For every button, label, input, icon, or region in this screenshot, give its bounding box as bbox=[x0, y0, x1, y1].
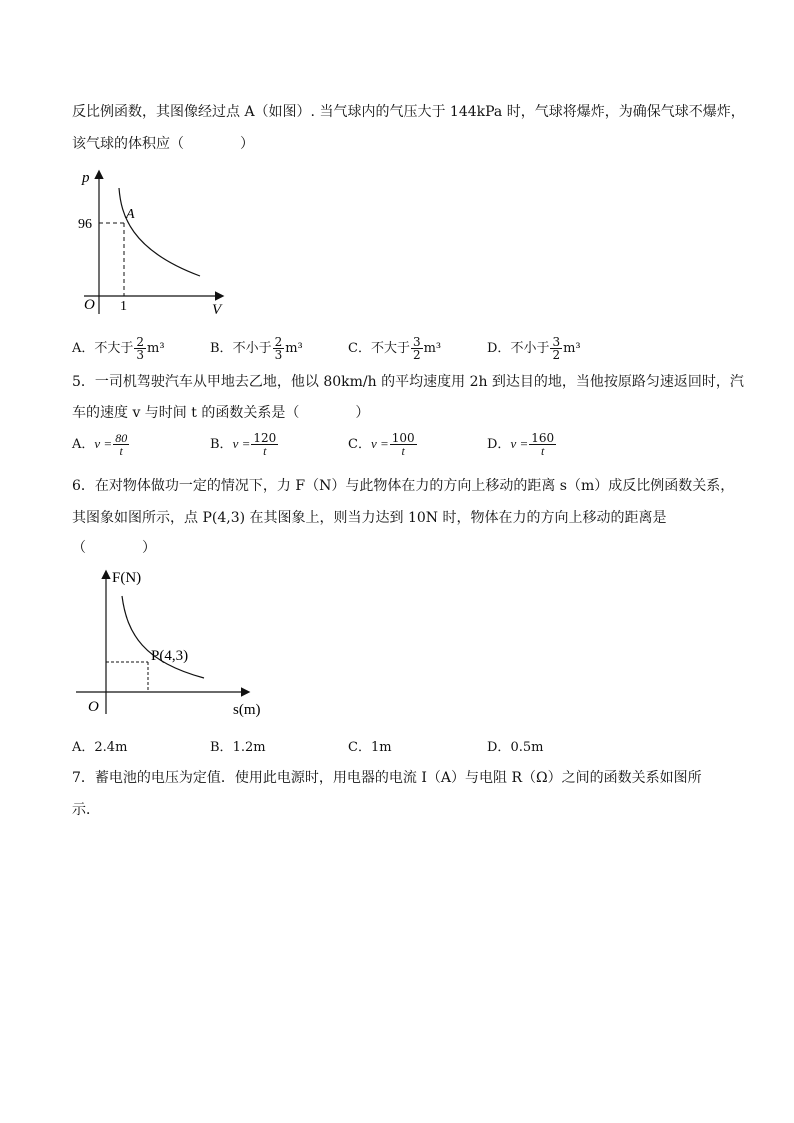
fraction-numerator: 120 bbox=[253, 431, 277, 445]
fraction bbox=[529, 432, 556, 457]
option-text: 1.2m bbox=[232, 740, 266, 755]
fraction bbox=[134, 336, 146, 361]
option-text: 0.5m bbox=[510, 740, 544, 755]
fraction-numerator: 100 bbox=[391, 431, 415, 445]
fraction-denominator: t bbox=[401, 444, 405, 458]
q4-y-tick-label: 96 bbox=[78, 217, 92, 232]
q6-x-axis-label: s(m) bbox=[233, 702, 261, 718]
option-letter: B． bbox=[210, 341, 233, 356]
option-lhs: v = bbox=[232, 436, 251, 451]
q4-y-axis-label: p bbox=[82, 170, 90, 186]
option-unit: m³ bbox=[423, 341, 442, 356]
q6-option-c bbox=[348, 738, 392, 758]
q6-point-label: P(4,3) bbox=[151, 648, 189, 664]
q5-option-a bbox=[72, 432, 130, 457]
fraction bbox=[550, 336, 562, 361]
q5-text-line2: 车的速度 v 与时间 t 的函数关系是（ ） bbox=[72, 405, 370, 421]
option-text: 不大于 bbox=[370, 341, 410, 356]
option-text: 不小于 bbox=[232, 341, 272, 356]
q6-text-line3: （ ） bbox=[72, 540, 156, 556]
q6-curve bbox=[122, 596, 204, 678]
q6-option-d bbox=[487, 738, 543, 758]
fraction-numerator: 3 bbox=[412, 335, 421, 349]
fraction bbox=[411, 336, 423, 361]
q4-x-axis-label: V bbox=[212, 302, 222, 318]
option-letter: B． bbox=[210, 437, 233, 452]
fraction-numerator: 160 bbox=[531, 431, 555, 445]
q4-text-line2: 该气球的体积应（ ） bbox=[72, 136, 254, 152]
q7-text-line2: 示． bbox=[72, 802, 100, 818]
q4-graph bbox=[72, 164, 242, 319]
fraction-denominator: 3 bbox=[274, 348, 283, 362]
q5-option-c bbox=[348, 432, 418, 457]
option-letter: C． bbox=[348, 341, 371, 356]
q4-option-d bbox=[487, 336, 581, 361]
q4-option-b bbox=[210, 336, 303, 361]
fraction-denominator: t bbox=[119, 444, 123, 458]
q4-text-line1: 反比例函数，其图像经过点 A（如图）. 当气球内的气压大于 144kPa 时，气球将爆炸，为确保气球不爆炸， bbox=[72, 104, 745, 120]
option-letter: A． bbox=[72, 341, 95, 356]
option-letter: D． bbox=[487, 740, 511, 755]
q4-origin-label: O bbox=[84, 297, 95, 313]
option-text: 不小于 bbox=[510, 341, 550, 356]
option-letter: A． bbox=[72, 437, 95, 452]
option-letter: A． bbox=[72, 740, 95, 755]
fraction-numerator: 80 bbox=[115, 431, 128, 445]
option-letter: B． bbox=[210, 740, 233, 755]
option-letter: C． bbox=[348, 437, 371, 452]
option-lhs: v = bbox=[370, 436, 389, 451]
fraction bbox=[113, 432, 129, 457]
option-letter: C． bbox=[348, 740, 371, 755]
q6-origin-label: O bbox=[88, 699, 99, 715]
option-lhs: v = bbox=[94, 436, 113, 451]
fraction bbox=[273, 336, 285, 361]
q4-point-label: A bbox=[126, 207, 135, 222]
q4-option-c bbox=[348, 336, 441, 361]
q5-text-line1: 5．一司机驾驶汽车从甲地去乙地，他以 80km/h 的平均速度用 2h 到达目的地，当他按原路匀速返回时，汽 bbox=[72, 374, 744, 390]
q7-text-line1: 7．蓄电池的电压为定值．使用此电源时，用电器的电流 I（A）与电阻 R（Ω）之间的函数关系如图所 bbox=[72, 770, 702, 786]
fraction bbox=[390, 432, 417, 457]
option-letter: D． bbox=[487, 437, 511, 452]
q6-graph bbox=[72, 564, 272, 724]
q4-x-tick-label: 1 bbox=[120, 299, 127, 314]
option-text: 2.4m bbox=[94, 740, 128, 755]
fraction bbox=[251, 432, 278, 457]
fraction-numerator: 2 bbox=[136, 335, 145, 349]
option-unit: m³ bbox=[285, 341, 303, 356]
q6-text-line1: 6．在对物体做功一定的情况下，力 F（N）与此物体在力的方向上移动的距离 s（m）成反比例函数关系， bbox=[72, 478, 735, 494]
q6-option-a bbox=[72, 738, 127, 758]
fraction-numerator: 2 bbox=[274, 335, 283, 349]
fraction-numerator: 3 bbox=[552, 335, 561, 349]
fraction-denominator: 2 bbox=[552, 348, 561, 362]
option-unit: m³ bbox=[563, 341, 581, 356]
q4-option-a bbox=[72, 336, 165, 361]
q4-curve bbox=[119, 188, 200, 276]
q5-option-b bbox=[210, 432, 279, 457]
fraction-denominator: t bbox=[263, 444, 267, 458]
option-text: 不大于 bbox=[94, 341, 134, 356]
option-lhs: v = bbox=[510, 436, 529, 451]
q6-y-axis-label: F(N) bbox=[112, 570, 142, 586]
option-text: 1m bbox=[370, 740, 392, 755]
fraction-denominator: t bbox=[541, 444, 545, 458]
fraction-denominator: 2 bbox=[412, 348, 421, 362]
q6-text-line2: 其图象如图所示，点 P(4,3) 在其图象上，则当力达到 10N 时，物体在力的方向上移动的距离是 bbox=[72, 510, 667, 526]
q5-option-d bbox=[487, 432, 557, 457]
fraction-denominator: 3 bbox=[136, 348, 145, 362]
option-unit: m³ bbox=[147, 341, 165, 356]
option-letter: D． bbox=[487, 341, 511, 356]
q6-option-b bbox=[210, 738, 266, 758]
